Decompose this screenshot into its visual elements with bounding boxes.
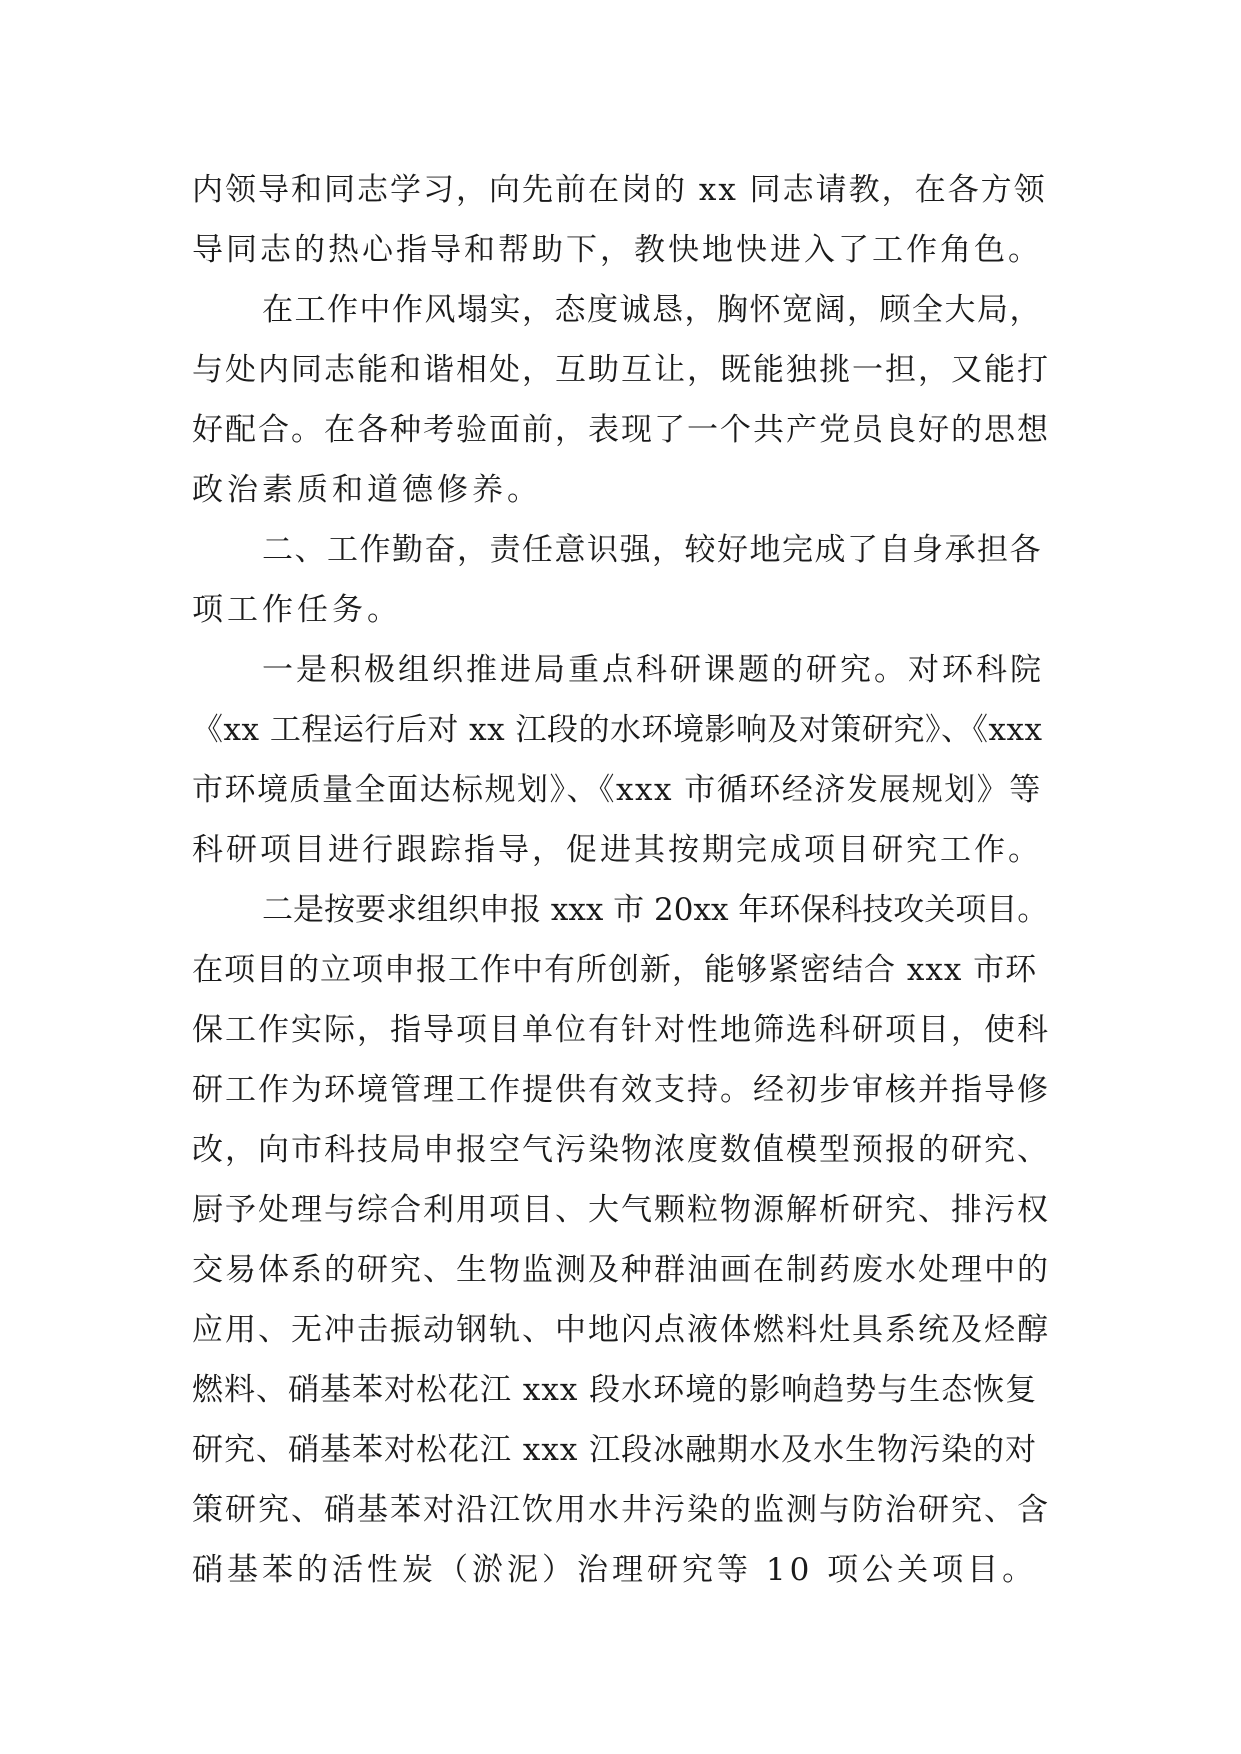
text-line: 内领导和同志学习，向先前在岗的 xx 同志请教，在各方领 — [192, 172, 1047, 208]
text-line: 导同志的热心指导和帮助下，教快地快进入了工作角色。 — [192, 232, 1042, 268]
body-text — [192, 160, 1050, 1600]
text-line: 政治素质和道德修养。 — [192, 472, 542, 508]
text-line: 在项目的立项申报工作中有所创新，能够紧密结合 xxx 市环 — [192, 952, 1038, 988]
text-line: 与处内同志能和谐相处，互助互让，既能独挑一担，又能打 — [192, 352, 1050, 388]
text-line: 一是积极组织推进局重点科研课题的研究。对环科院 — [262, 652, 1044, 688]
text-line: 科研项目进行跟踪指导，促进其按期完成项目研究工作。 — [192, 832, 1042, 868]
text-line: 应用、无冲击振动钢轨、中地闪点液体燃料灶具系统及烃醇 — [192, 1312, 1050, 1348]
text-line: 二是按要求组织申报 xxx 市 20xx 年环保科技攻关项目。 — [262, 892, 1049, 928]
text-line: 策研究、硝基苯对沿江饮用水井污染的监测与防治研究、含 — [192, 1492, 1050, 1528]
text-line: 保工作实际，指导项目单位有针对性地筛选科研项目，使科 — [192, 1012, 1050, 1048]
text-line: 厨予处理与综合利用项目、大气颗粒物源解析研究、排污权 — [192, 1192, 1050, 1228]
text-line: 市环境质量全面达标规划》、《xxx 市循环经济发展规划》等 — [192, 772, 1042, 808]
text-line: 硝基苯的活性炭（淤泥）治理研究等 10 项公关项目。 — [192, 1552, 1038, 1588]
text-line: 好配合。在各种考验面前，表现了一个共产党员良好的思想 — [192, 412, 1050, 448]
text-line: 项工作任务。 — [192, 592, 402, 628]
text-line: 交易体系的研究、生物监测及种群油画在制药废水处理中的 — [192, 1252, 1050, 1288]
text-line: 二、工作勤奋，责任意识强，较好地完成了自身承担各 — [262, 532, 1042, 568]
text-line: 《xx 工程运行后对 xx 江段的水环境影响及对策研究》、《xxx — [192, 712, 1043, 748]
text-line: 在工作中作风塌实，态度诚恳，胸怀宽阔，顾全大局， — [262, 292, 1042, 328]
text-line: 研究、硝基苯对松花江 xxx 江段冰融期水及水生物污染的对 — [192, 1432, 1038, 1468]
text-line: 研工作为环境管理工作提供有效支持。经初步审核并指导修 — [192, 1072, 1050, 1108]
text-line: 燃料、硝基苯对松花江 xxx 段水环境的影响趋势与生态恢复 — [192, 1372, 1038, 1408]
text-line: 改，向市科技局申报空气污染物浓度数值模型预报的研究、 — [192, 1132, 1050, 1168]
